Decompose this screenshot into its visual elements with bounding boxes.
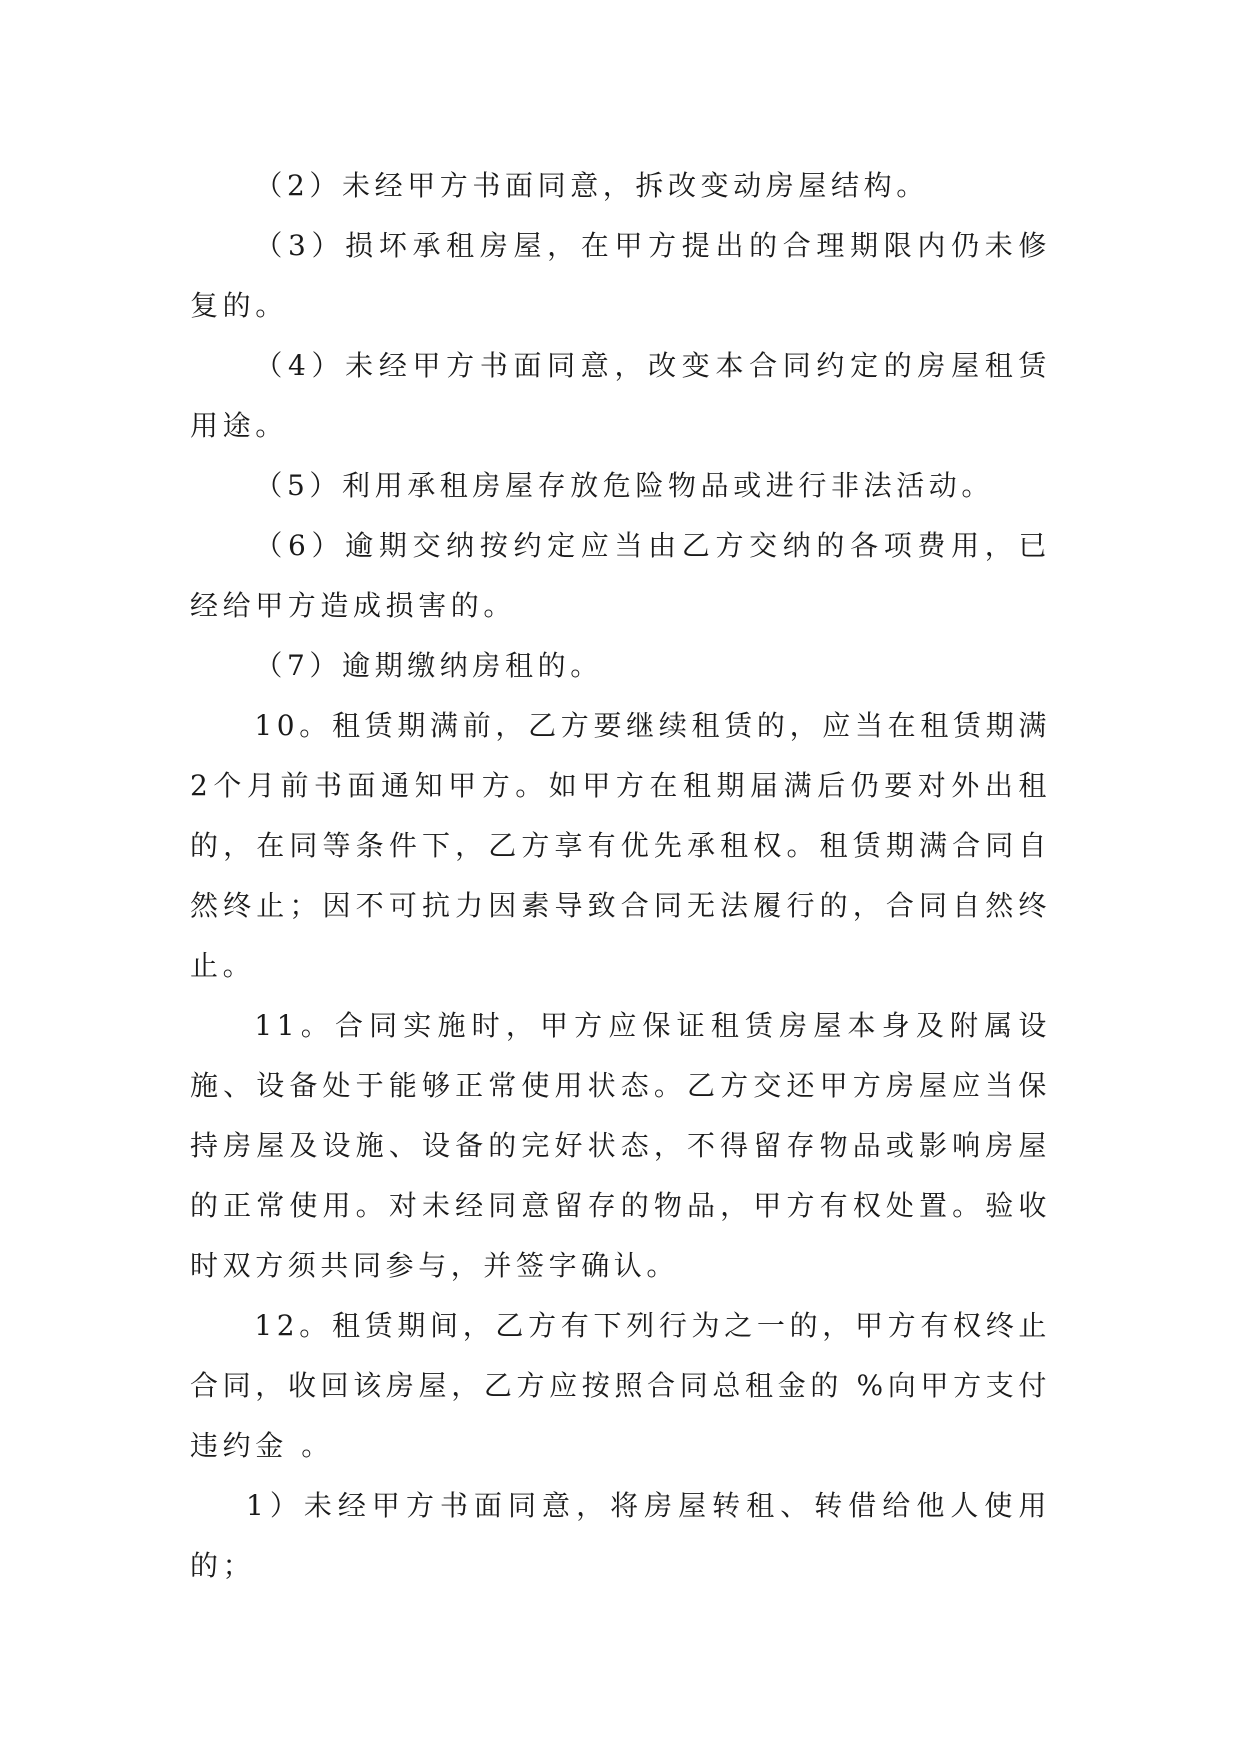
paragraph-clause-6: （6）逾期交纳按约定应当由乙方交纳的各项费用，已经给甲方造成损害的。 <box>190 529 1051 622</box>
paragraph-item-1: 1）未经甲方书面同意，将房屋转租、转借给他人使用的； <box>190 1489 1051 1582</box>
paragraph-clause-7: （7）逾期缴纳房租的。 <box>254 649 603 682</box>
paragraph-clause-5: （5）利用承租房屋存放危险物品或进行非法活动。 <box>254 469 995 502</box>
paragraph-article-10: 10。租赁期满前，乙方要继续租赁的，应当在租赁期满2个月前书面通知甲方。如甲方在租期届满后仍要对外出租的，在同等条件下，乙方享有优先承租权。租赁期满合同自然终止；因不可抗力因素导致合同无法履行的，合同自然终止。 <box>190 709 1051 982</box>
paragraph-clause-3: （3）损坏承租房屋，在甲方提出的合理期限内仍未修复的。 <box>190 229 1051 322</box>
paragraph-clause-4: （4）未经甲方书面同意，改变本合同约定的房屋租赁用途。 <box>190 349 1051 442</box>
paragraph-article-11: 11。合同实施时，甲方应保证租赁房屋本身及附属设施、设备处于能够正常使用状态。乙方交还甲方房屋应当保持房屋及设施、设备的完好状态，不得留存物品或影响房屋的正常使用。对未经同意留存的物品，甲方有权处置。验收时双方须共同参与，并签字确认。 <box>190 1009 1051 1282</box>
paragraph-article-12: 12。租赁期间，乙方有下列行为之一的，甲方有权终止合同，收回该房屋，乙方应按照合同总租金的 %向甲方支付违约金 。 <box>190 1309 1051 1462</box>
paragraph-clause-2: （2）未经甲方书面同意，拆改变动房屋结构。 <box>254 169 929 202</box>
